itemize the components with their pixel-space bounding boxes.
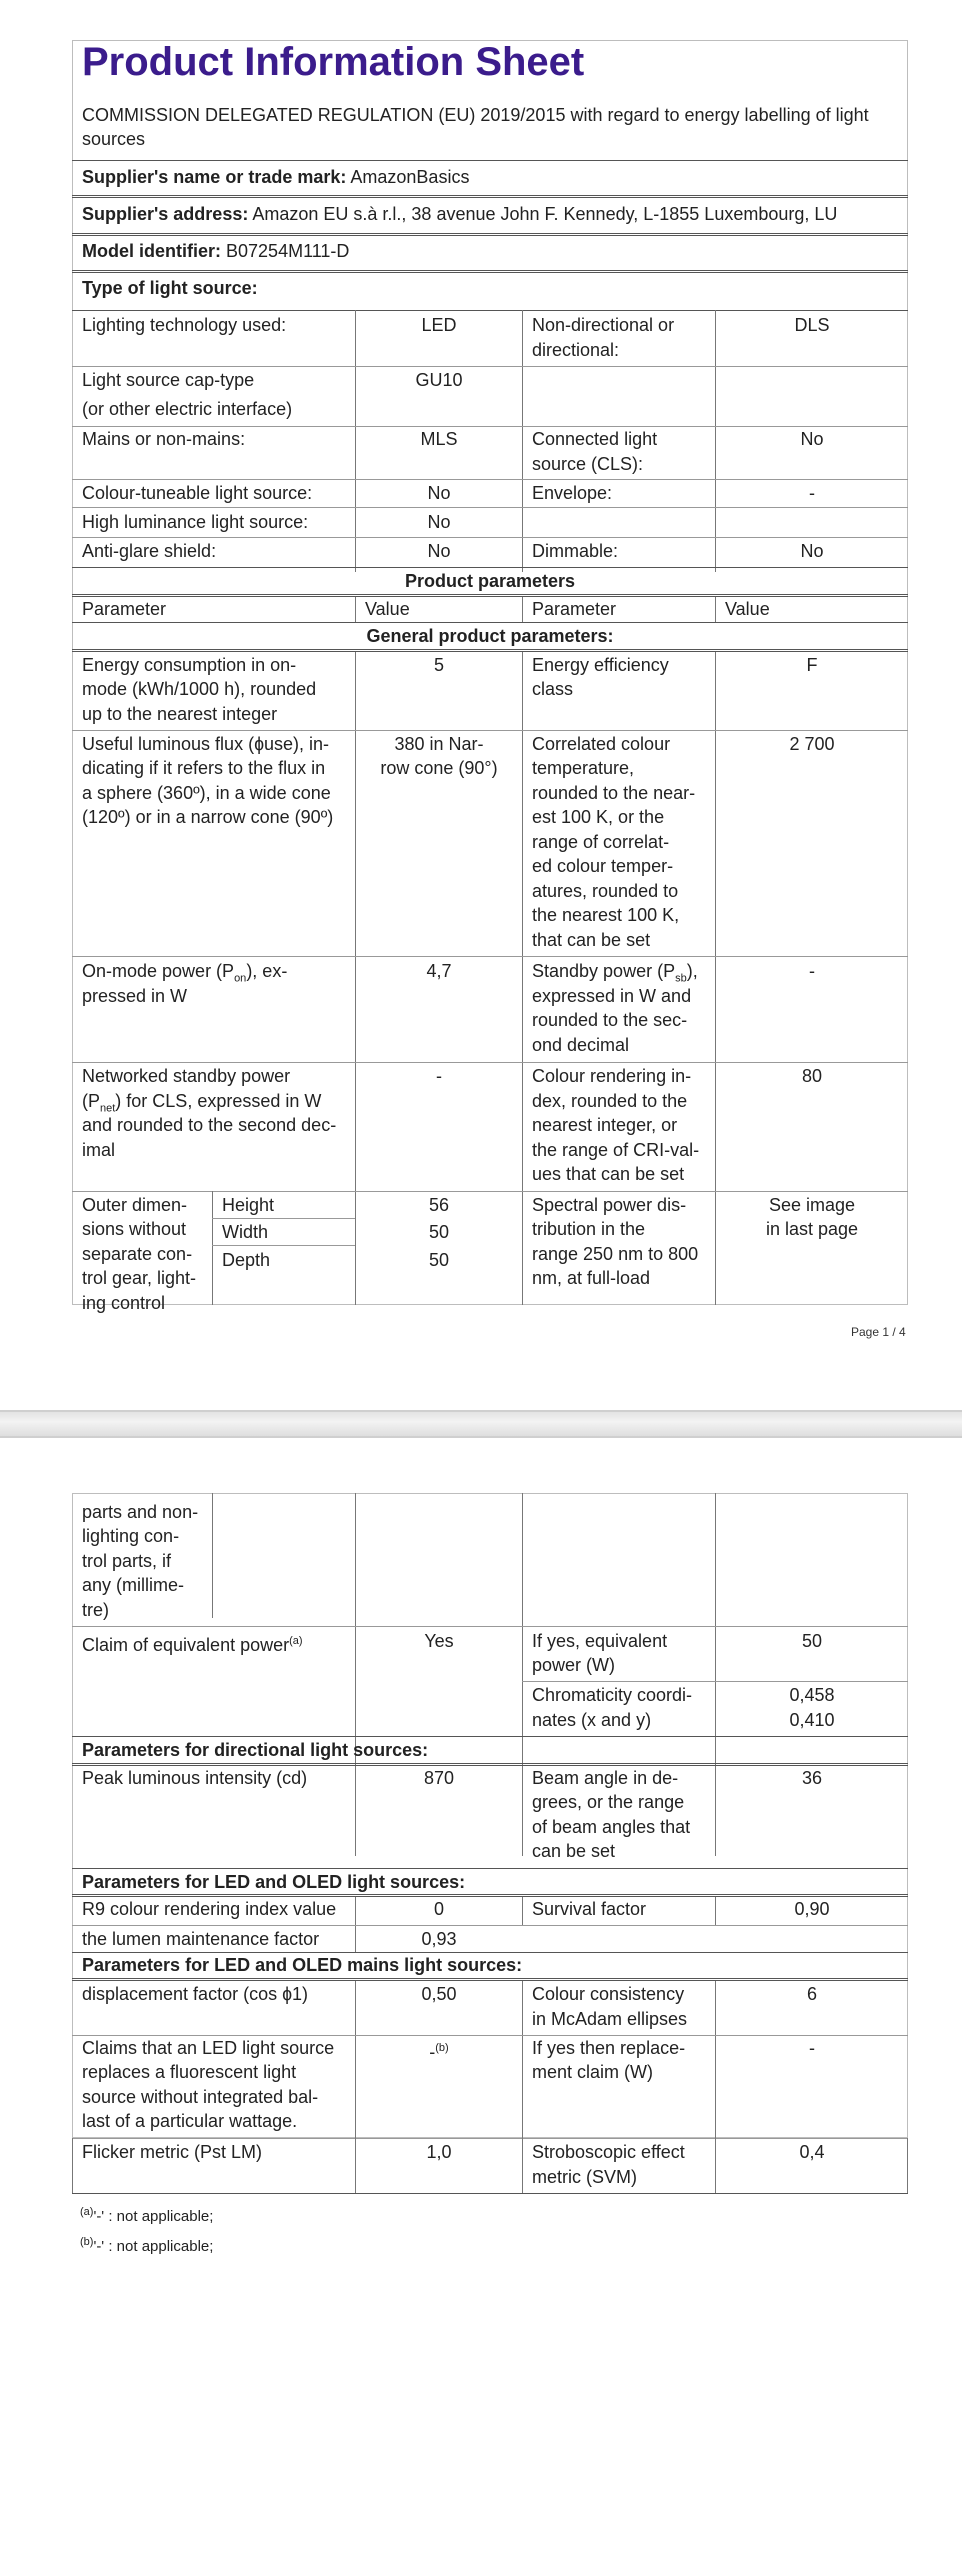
divider bbox=[72, 1978, 908, 1981]
standby-power-value: - bbox=[809, 961, 815, 981]
divider bbox=[72, 1925, 908, 1926]
equivalent-power-r-1: If yes, equivalent bbox=[532, 1631, 668, 1651]
claims-label-4: last of a particular wattage. bbox=[82, 2111, 298, 2131]
dimensions-cont-3: trol parts, if bbox=[82, 1551, 172, 1571]
cct-label-1: Correlated colour bbox=[532, 734, 671, 754]
high-luminance-value: No bbox=[427, 512, 451, 532]
claims-label-3: source without integrated bal- bbox=[82, 2087, 319, 2107]
stroboscopic-label-2: metric (SVM) bbox=[532, 2167, 637, 2187]
networked-standby-label-1: Networked standby power bbox=[82, 1066, 291, 1086]
displacement-factor-value: 0,50 bbox=[421, 1984, 457, 2004]
dimmable-label: Dimmable: bbox=[532, 541, 619, 561]
cct-label-2: temperature, bbox=[532, 758, 635, 778]
divider bbox=[72, 160, 908, 161]
energy-class-value: F bbox=[806, 655, 818, 675]
spectral-value-1: See image bbox=[768, 1195, 856, 1215]
directional-label-b: directional: bbox=[532, 340, 620, 360]
mains-value: MLS bbox=[420, 429, 458, 449]
beam-angle-label-3: of beam angles that bbox=[532, 1817, 691, 1837]
divider bbox=[212, 1218, 355, 1219]
cap-type-value: GU10 bbox=[415, 370, 463, 390]
height-label: Height bbox=[222, 1195, 275, 1215]
displacement-factor-label: displacement factor (cos ɸ1) bbox=[82, 1984, 308, 2004]
supplier-address-label: Supplier's address: bbox=[82, 204, 249, 224]
spectral-label-4: nm, at full-load bbox=[532, 1268, 651, 1288]
page-number: Page 1 / 4 bbox=[851, 1325, 906, 1339]
page-separator bbox=[0, 1410, 962, 1438]
cri-label-2: dex, rounded to the bbox=[532, 1091, 688, 1111]
standby-power-label-3: rounded to the sec- bbox=[532, 1010, 688, 1030]
chromaticity-x-value: 0,458 bbox=[789, 1685, 835, 1705]
supplier-address-row bbox=[82, 202, 837, 227]
general-params-heading: General product parameters: bbox=[366, 626, 614, 646]
flicker-metric-label: Flicker metric (Pst LM) bbox=[82, 2142, 262, 2162]
col-header-value: Value bbox=[365, 599, 410, 619]
supplier-name-value: AmazonBasics bbox=[350, 167, 470, 187]
flux-label-3: a sphere (360º), in a wide cone bbox=[82, 783, 331, 803]
equivalent-power-value: Yes bbox=[424, 1631, 454, 1651]
divider bbox=[72, 956, 908, 957]
divider bbox=[72, 1868, 908, 1869]
colour-consistency-value: 6 bbox=[806, 1984, 817, 2004]
cct-label-9: that can be set bbox=[532, 930, 651, 950]
cct-label-8: the nearest 100 K, bbox=[532, 905, 680, 925]
height-value: 56 bbox=[428, 1195, 450, 1215]
product-params-heading: Product parameters bbox=[404, 571, 576, 591]
cap-type-label-a: Light source cap-type bbox=[82, 370, 255, 390]
dimensions-cont-2: lighting con- bbox=[82, 1526, 180, 1546]
col-header-value-2: Value bbox=[725, 599, 770, 619]
dimensions-label-3: separate con- bbox=[82, 1244, 193, 1264]
divider bbox=[72, 2193, 908, 2194]
depth-label: Depth bbox=[222, 1250, 271, 1270]
divider bbox=[72, 622, 908, 623]
equivalent-power-r-2: power (W) bbox=[532, 1655, 616, 1675]
spectral-value-2: in last page bbox=[765, 1219, 859, 1239]
supplier-address-value: Amazon EU s.à r.l., 38 avenue John F. Kennedy, L-1855 Luxembourg, LU bbox=[252, 204, 838, 224]
colour-tuneable-value: No bbox=[427, 483, 451, 503]
claims-label-1: Claims that an LED light source bbox=[82, 2038, 335, 2058]
cri-label-4: the range of CRI-val- bbox=[532, 1140, 700, 1160]
survival-factor-value: 0,90 bbox=[794, 1899, 830, 1919]
onmode-power-label-2: pressed in W bbox=[82, 986, 188, 1006]
cls-label-b: source (CLS): bbox=[532, 454, 644, 474]
standby-power-label-1: Standby power $(P_{sb})$, bbox=[532, 961, 698, 985]
directional-heading: Parameters for directional light sources: bbox=[82, 1740, 429, 1760]
divider bbox=[72, 479, 908, 480]
divider bbox=[72, 366, 908, 367]
regulation-text-line2: sources bbox=[82, 129, 146, 149]
stroboscopic-value: 0,4 bbox=[799, 2142, 825, 2162]
energy-class-label-2: class bbox=[532, 679, 574, 699]
standby-power-label-4: ond decimal bbox=[532, 1035, 630, 1055]
col-header-parameter-2: Parameter bbox=[532, 599, 617, 619]
divider bbox=[72, 730, 908, 731]
colour-consistency-label-2: in McAdam ellipses bbox=[532, 2009, 688, 2029]
footnote-b: $^{(b)}$'-' : not applicable; bbox=[80, 2236, 214, 2255]
stroboscopic-label-1: Stroboscopic effect bbox=[532, 2142, 685, 2162]
led-params-heading: Parameters for LED and OLED light sources: bbox=[82, 1872, 466, 1892]
beam-angle-label-1: Beam angle in de- bbox=[532, 1768, 679, 1788]
divider bbox=[72, 1191, 908, 1192]
divider bbox=[72, 537, 908, 538]
cct-label-3: rounded to the near- bbox=[532, 783, 696, 803]
networked-standby-label-2: $(P_{net})$ for CLS, expressed in W bbox=[82, 1091, 322, 1115]
flicker-metric-value: 1,0 bbox=[426, 2142, 452, 2162]
cri-value: 80 bbox=[801, 1066, 823, 1086]
column-line bbox=[522, 1897, 523, 1925]
column-line bbox=[715, 597, 716, 622]
replacement-claim-label-1: If yes then replace- bbox=[532, 2038, 686, 2058]
col-header-parameter: Parameter bbox=[82, 599, 167, 619]
width-label: Width bbox=[222, 1222, 269, 1242]
energy-consumption-label-2: mode (kWh/1000 h), rounded bbox=[82, 679, 317, 699]
lumen-maintenance-value: 0,93 bbox=[421, 1929, 457, 1949]
flux-label-4: (120º) or in a narrow cone (90º) bbox=[82, 807, 334, 827]
divider bbox=[72, 2138, 908, 2139]
replacement-claim-label-2: ment claim (W) bbox=[532, 2062, 653, 2082]
dimensions-label-4: trol gear, light- bbox=[82, 1268, 197, 1288]
spectral-label-1: Spectral power dis- bbox=[532, 1195, 687, 1215]
regulation-text-line1: COMMISSION DELEGATED REGULATION (EU) 2019/2015 with regard to energy labelling of light bbox=[82, 105, 869, 125]
lighting-tech-value: LED bbox=[421, 315, 457, 335]
column-line bbox=[355, 597, 356, 622]
peak-intensity-label: Peak luminous intensity (cd) bbox=[82, 1768, 308, 1788]
spectral-label-2: tribution in the bbox=[532, 1219, 646, 1239]
equivalent-power-value-2: 50 bbox=[801, 1631, 823, 1651]
divider bbox=[72, 195, 908, 198]
divider bbox=[72, 567, 908, 568]
networked-standby-label-4: imal bbox=[82, 1140, 116, 1160]
supplier-name-label: Supplier's name or trade mark: bbox=[82, 167, 347, 187]
claims-label-2: replaces a fluorescent light bbox=[82, 2062, 297, 2082]
divider bbox=[72, 270, 908, 273]
model-value: B07254M111-D bbox=[226, 241, 350, 261]
colour-consistency-label-1: Colour consistency bbox=[532, 1984, 685, 2004]
cct-label-5: range of correlat- bbox=[532, 832, 670, 852]
flux-value-2: row cone (90°) bbox=[380, 758, 498, 778]
cap-type-label-b: (or other electric interface) bbox=[82, 399, 293, 419]
beam-angle-label-2: grees, or the range bbox=[532, 1792, 685, 1812]
claims-value: -$^{(b)}$ bbox=[429, 2042, 449, 2062]
divider bbox=[72, 1736, 908, 1737]
chromaticity-label-1: Chromaticity coordi- bbox=[532, 1685, 693, 1705]
replacement-claim-value: - bbox=[809, 2038, 815, 2058]
divider bbox=[72, 1626, 908, 1627]
column-line bbox=[522, 1766, 523, 1856]
supplier-name-row bbox=[82, 165, 469, 190]
r9-value: 0 bbox=[433, 1899, 444, 1919]
dimensions-label-5: ing control bbox=[82, 1293, 166, 1313]
survival-factor-label: Survival factor bbox=[532, 1899, 647, 1919]
energy-consumption-label-3: up to the nearest integer bbox=[82, 704, 278, 724]
dimensions-label-1: Outer dimen- bbox=[82, 1195, 188, 1215]
high-luminance-label: High luminance light source: bbox=[82, 512, 309, 532]
divider bbox=[72, 1062, 908, 1063]
model-row bbox=[82, 239, 349, 264]
cct-label-7: atures, rounded to bbox=[532, 881, 679, 901]
divider bbox=[72, 649, 908, 652]
energy-class-label-1: Energy efficiency bbox=[532, 655, 669, 675]
chromaticity-y-value: 0,410 bbox=[789, 1710, 835, 1730]
cri-label-5: ues that can be set bbox=[532, 1164, 685, 1184]
dimensions-cont-1: parts and non- bbox=[82, 1502, 199, 1522]
column-line bbox=[522, 652, 523, 1305]
divider bbox=[212, 1245, 355, 1246]
equivalent-power-label: Claim of equivalent power$^{(a)}$ bbox=[82, 1635, 303, 1655]
column-line bbox=[212, 1493, 213, 1618]
column-line bbox=[522, 1981, 523, 2138]
divider bbox=[522, 1681, 908, 1682]
cri-label-1: Colour rendering in- bbox=[532, 1066, 692, 1086]
cls-label-a: Connected light bbox=[532, 429, 658, 449]
beam-angle-value: 36 bbox=[801, 1768, 823, 1788]
cct-value: 2 700 bbox=[789, 734, 835, 754]
directional-label-a: Non-directional or bbox=[532, 315, 675, 335]
flux-label-2: dicating if it refers to the flux in bbox=[82, 758, 326, 778]
peak-intensity-value: 870 bbox=[423, 1768, 455, 1788]
envelope-value: - bbox=[809, 483, 815, 503]
dimensions-cont-5: tre) bbox=[82, 1600, 109, 1620]
networked-standby-label-3: and rounded to the second dec- bbox=[82, 1115, 337, 1135]
divider bbox=[72, 310, 908, 311]
dimensions-label-2: sions without bbox=[82, 1219, 187, 1239]
footnote-a: $^{(a)}$'-' : not applicable; bbox=[80, 2206, 214, 2225]
column-line bbox=[522, 597, 523, 622]
cct-label-4: est 100 K, or the bbox=[532, 807, 665, 827]
beam-angle-label-4: can be set bbox=[532, 1841, 616, 1861]
anti-glare-label: Anti-glare shield: bbox=[82, 541, 217, 561]
networked-standby-value: - bbox=[436, 1066, 442, 1086]
onmode-power-label-1: On-mode power $(P_{on})$, ex- bbox=[82, 961, 288, 985]
onmode-power-value: 4,7 bbox=[426, 961, 452, 981]
column-line bbox=[522, 1493, 523, 1793]
anti-glare-value: No bbox=[427, 541, 451, 561]
dimmable-value: No bbox=[800, 541, 824, 561]
divider bbox=[72, 594, 908, 597]
column-line bbox=[212, 1191, 213, 1305]
dimensions-cont-4: any (millime- bbox=[82, 1575, 185, 1595]
lighting-tech-label: Lighting technology used: bbox=[82, 315, 287, 335]
directional-value: DLS bbox=[794, 315, 830, 335]
column-line bbox=[522, 2138, 523, 2193]
envelope-label: Envelope: bbox=[532, 483, 613, 503]
depth-value: 50 bbox=[428, 1250, 450, 1270]
mains-label: Mains or non-mains: bbox=[82, 429, 246, 449]
cls-value: No bbox=[800, 429, 824, 449]
energy-consumption-label-1: Energy consumption in on- bbox=[82, 655, 297, 675]
column-line bbox=[72, 2138, 73, 2193]
page-title: Product Information Sheet bbox=[82, 40, 585, 84]
column-line bbox=[522, 310, 523, 572]
divider bbox=[72, 507, 908, 508]
width-value: 50 bbox=[428, 1222, 450, 1242]
spectral-label-3: range 250 nm to 800 bbox=[532, 1244, 699, 1264]
led-mains-heading: Parameters for LED and OLED mains light sources: bbox=[82, 1955, 523, 1975]
colour-tuneable-label: Colour-tuneable light source: bbox=[82, 483, 313, 503]
cct-label-6: ed colour temper- bbox=[532, 856, 674, 876]
page-2 bbox=[0, 1438, 962, 2560]
r9-label: R9 colour rendering index value bbox=[82, 1899, 337, 1919]
standby-power-label-2: expressed in W and bbox=[532, 986, 692, 1006]
energy-consumption-value: 5 bbox=[433, 655, 444, 675]
lumen-maintenance-label: the lumen maintenance factor bbox=[82, 1929, 320, 1949]
type-heading: Type of light source: bbox=[82, 278, 258, 298]
flux-label-1: Useful luminous flux (ɸuse), in- bbox=[82, 734, 329, 754]
flux-value-1: 380 in Nar- bbox=[394, 734, 484, 754]
cri-label-3: nearest integer, or bbox=[532, 1115, 678, 1135]
divider bbox=[72, 233, 908, 236]
chromaticity-label-2: nates (x and y) bbox=[532, 1710, 652, 1730]
model-label: Model identifier: bbox=[82, 241, 221, 261]
